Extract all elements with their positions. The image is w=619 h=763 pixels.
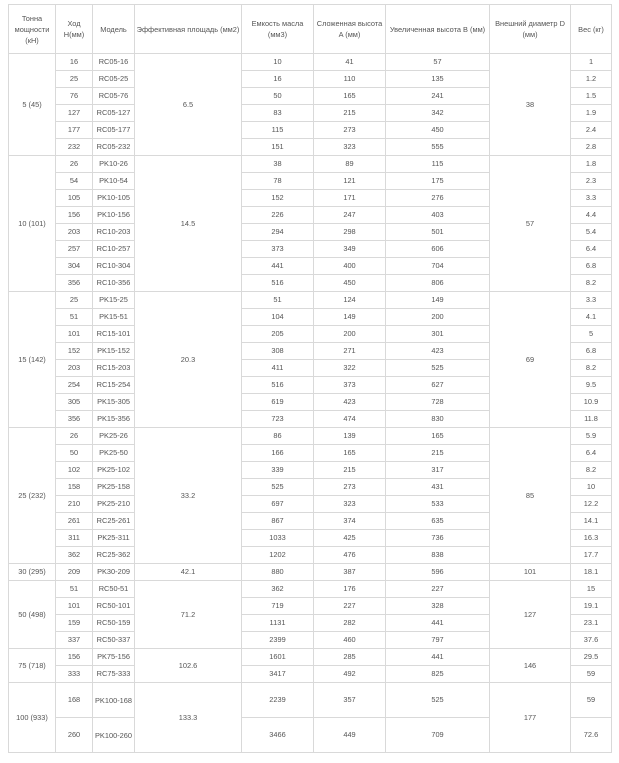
cell-closed-height: 449 xyxy=(314,718,386,753)
cell-area: 42.1 xyxy=(135,564,242,581)
header-closed-height: Сложенная высота A (мм) xyxy=(314,5,386,54)
cell-weight: 2.8 xyxy=(571,139,612,156)
cell-stroke: 25 xyxy=(56,71,93,88)
cell-stroke: 177 xyxy=(56,122,93,139)
cell-stroke: 51 xyxy=(56,309,93,326)
cell-oil: 723 xyxy=(242,411,314,428)
cell-stroke: 333 xyxy=(56,666,93,683)
cell-extended-height: 441 xyxy=(386,649,490,666)
cell-weight: 2.4 xyxy=(571,122,612,139)
cell-extended-height: 149 xyxy=(386,292,490,309)
cell-weight: 59 xyxy=(571,666,612,683)
cell-stroke: 232 xyxy=(56,139,93,156)
cell-extended-height: 423 xyxy=(386,343,490,360)
cell-area: 71.2 xyxy=(135,581,242,649)
cell-weight: 6.4 xyxy=(571,445,612,462)
cell-model: RC10-304 xyxy=(93,258,135,275)
cell-model: PK15-356 xyxy=(93,411,135,428)
cell-closed-height: 149 xyxy=(314,309,386,326)
cell-stroke: 26 xyxy=(56,428,93,445)
cell-oil: 867 xyxy=(242,513,314,530)
cell-model: PK25-158 xyxy=(93,479,135,496)
cell-oil: 1033 xyxy=(242,530,314,547)
cell-oil: 166 xyxy=(242,445,314,462)
cell-model: RC15-254 xyxy=(93,377,135,394)
cell-closed-height: 374 xyxy=(314,513,386,530)
cell-extended-height: 825 xyxy=(386,666,490,683)
cell-model: RC10-257 xyxy=(93,241,135,258)
cell-stroke: 257 xyxy=(56,241,93,258)
cell-extended-height: 227 xyxy=(386,581,490,598)
cell-stroke: 156 xyxy=(56,207,93,224)
cell-closed-height: 165 xyxy=(314,88,386,105)
cell-weight: 8.2 xyxy=(571,360,612,377)
cell-diameter: 177 xyxy=(490,683,571,753)
cell-stroke: 209 xyxy=(56,564,93,581)
cell-weight: 6.8 xyxy=(571,343,612,360)
cell-oil: 38 xyxy=(242,156,314,173)
cell-extended-height: 450 xyxy=(386,122,490,139)
cell-model: RC50-51 xyxy=(93,581,135,598)
cell-model: RC25-261 xyxy=(93,513,135,530)
cell-extended-height: 736 xyxy=(386,530,490,547)
specs-table-wrapper xyxy=(8,4,611,753)
cell-model: RC50-337 xyxy=(93,632,135,649)
cell-tonnage: 25 (232) xyxy=(9,428,56,564)
cell-model: PK15-51 xyxy=(93,309,135,326)
cell-model: PK100-260 xyxy=(93,718,135,753)
specs-table xyxy=(8,4,612,753)
cell-extended-height: 328 xyxy=(386,598,490,615)
cell-oil: 441 xyxy=(242,258,314,275)
cell-closed-height: 271 xyxy=(314,343,386,360)
cell-oil: 373 xyxy=(242,241,314,258)
cell-closed-height: 215 xyxy=(314,105,386,122)
cell-closed-height: 323 xyxy=(314,496,386,513)
cell-extended-height: 403 xyxy=(386,207,490,224)
cell-extended-height: 704 xyxy=(386,258,490,275)
cell-oil: 3417 xyxy=(242,666,314,683)
cell-stroke: 105 xyxy=(56,190,93,207)
cell-oil: 516 xyxy=(242,275,314,292)
cell-model: RC50-159 xyxy=(93,615,135,632)
cell-extended-height: 57 xyxy=(386,54,490,71)
cell-oil: 2399 xyxy=(242,632,314,649)
cell-oil: 525 xyxy=(242,479,314,496)
cell-stroke: 203 xyxy=(56,224,93,241)
cell-model: PK25-102 xyxy=(93,462,135,479)
cell-closed-height: 124 xyxy=(314,292,386,309)
cell-extended-height: 276 xyxy=(386,190,490,207)
cell-area: 133.3 xyxy=(135,683,242,753)
cell-weight: 23.1 xyxy=(571,615,612,632)
cell-closed-height: 273 xyxy=(314,479,386,496)
cell-model: PK75-156 xyxy=(93,649,135,666)
table-row xyxy=(9,292,612,309)
cell-closed-height: 323 xyxy=(314,139,386,156)
cell-weight: 3.3 xyxy=(571,292,612,309)
cell-extended-height: 838 xyxy=(386,547,490,564)
cell-closed-height: 273 xyxy=(314,122,386,139)
cell-weight: 14.1 xyxy=(571,513,612,530)
cell-oil: 50 xyxy=(242,88,314,105)
cell-oil: 362 xyxy=(242,581,314,598)
header-area: Эффективная площадь (мм2) xyxy=(135,5,242,54)
cell-extended-height: 431 xyxy=(386,479,490,496)
cell-weight: 37.6 xyxy=(571,632,612,649)
cell-diameter: 146 xyxy=(490,649,571,683)
cell-oil: 1202 xyxy=(242,547,314,564)
cell-closed-height: 165 xyxy=(314,445,386,462)
cell-stroke: 362 xyxy=(56,547,93,564)
cell-stroke: 54 xyxy=(56,173,93,190)
cell-oil: 86 xyxy=(242,428,314,445)
cell-closed-height: 450 xyxy=(314,275,386,292)
cell-weight: 15 xyxy=(571,581,612,598)
cell-tonnage: 10 (101) xyxy=(9,156,56,292)
cell-stroke: 51 xyxy=(56,581,93,598)
cell-model: PK10-156 xyxy=(93,207,135,224)
cell-oil: 16 xyxy=(242,71,314,88)
cell-weight: 4.1 xyxy=(571,309,612,326)
cell-stroke: 356 xyxy=(56,411,93,428)
cell-tonnage: 5 (45) xyxy=(9,54,56,156)
cell-model: PK15-25 xyxy=(93,292,135,309)
table-row xyxy=(9,428,612,445)
cell-model: RC05-76 xyxy=(93,88,135,105)
cell-oil: 619 xyxy=(242,394,314,411)
table-row xyxy=(9,581,612,598)
cell-stroke: 156 xyxy=(56,649,93,666)
cell-model: PK10-26 xyxy=(93,156,135,173)
cell-diameter: 57 xyxy=(490,156,571,292)
cell-oil: 226 xyxy=(242,207,314,224)
cell-weight: 12.2 xyxy=(571,496,612,513)
cell-model: RC05-25 xyxy=(93,71,135,88)
cell-extended-height: 709 xyxy=(386,718,490,753)
cell-closed-height: 357 xyxy=(314,683,386,718)
cell-model: PK15-152 xyxy=(93,343,135,360)
cell-extended-height: 797 xyxy=(386,632,490,649)
cell-oil: 104 xyxy=(242,309,314,326)
cell-area: 102.6 xyxy=(135,649,242,683)
cell-weight: 59 xyxy=(571,683,612,718)
cell-oil: 516 xyxy=(242,377,314,394)
cell-oil: 83 xyxy=(242,105,314,122)
cell-closed-height: 349 xyxy=(314,241,386,258)
cell-oil: 151 xyxy=(242,139,314,156)
cell-model: PK10-105 xyxy=(93,190,135,207)
cell-extended-height: 555 xyxy=(386,139,490,156)
cell-weight: 72.6 xyxy=(571,718,612,753)
cell-closed-height: 110 xyxy=(314,71,386,88)
cell-stroke: 203 xyxy=(56,360,93,377)
cell-weight: 10.9 xyxy=(571,394,612,411)
cell-model: RC25-362 xyxy=(93,547,135,564)
cell-model: PK15-305 xyxy=(93,394,135,411)
cell-oil: 294 xyxy=(242,224,314,241)
cell-stroke: 210 xyxy=(56,496,93,513)
cell-oil: 308 xyxy=(242,343,314,360)
cell-extended-height: 533 xyxy=(386,496,490,513)
cell-closed-height: 425 xyxy=(314,530,386,547)
cell-stroke: 311 xyxy=(56,530,93,547)
cell-weight: 9.5 xyxy=(571,377,612,394)
cell-oil: 1131 xyxy=(242,615,314,632)
cell-weight: 1 xyxy=(571,54,612,71)
cell-area: 14.5 xyxy=(135,156,242,292)
cell-model: PK10-54 xyxy=(93,173,135,190)
table-row xyxy=(9,156,612,173)
cell-oil: 10 xyxy=(242,54,314,71)
cell-extended-height: 115 xyxy=(386,156,490,173)
cell-closed-height: 492 xyxy=(314,666,386,683)
cell-closed-height: 423 xyxy=(314,394,386,411)
cell-extended-height: 317 xyxy=(386,462,490,479)
cell-closed-height: 474 xyxy=(314,411,386,428)
cell-stroke: 25 xyxy=(56,292,93,309)
cell-oil: 339 xyxy=(242,462,314,479)
cell-oil: 115 xyxy=(242,122,314,139)
cell-extended-height: 241 xyxy=(386,88,490,105)
cell-closed-height: 247 xyxy=(314,207,386,224)
cell-model: PK30-209 xyxy=(93,564,135,581)
cell-oil: 697 xyxy=(242,496,314,513)
cell-area: 6.5 xyxy=(135,54,242,156)
cell-model: RC10-203 xyxy=(93,224,135,241)
cell-extended-height: 501 xyxy=(386,224,490,241)
cell-extended-height: 525 xyxy=(386,360,490,377)
cell-closed-height: 41 xyxy=(314,54,386,71)
cell-oil: 51 xyxy=(242,292,314,309)
cell-weight: 17.7 xyxy=(571,547,612,564)
cell-weight: 6.4 xyxy=(571,241,612,258)
cell-extended-height: 175 xyxy=(386,173,490,190)
cell-extended-height: 342 xyxy=(386,105,490,122)
cell-stroke: 101 xyxy=(56,598,93,615)
cell-tonnage: 75 (718) xyxy=(9,649,56,683)
header-stroke: Ход H(мм) xyxy=(56,5,93,54)
cell-closed-height: 200 xyxy=(314,326,386,343)
cell-extended-height: 728 xyxy=(386,394,490,411)
cell-extended-height: 830 xyxy=(386,411,490,428)
cell-weight: 19.1 xyxy=(571,598,612,615)
cell-closed-height: 282 xyxy=(314,615,386,632)
cell-extended-height: 301 xyxy=(386,326,490,343)
cell-stroke: 152 xyxy=(56,343,93,360)
cell-weight: 8.2 xyxy=(571,462,612,479)
cell-oil: 1601 xyxy=(242,649,314,666)
cell-weight: 10 xyxy=(571,479,612,496)
cell-weight: 1.9 xyxy=(571,105,612,122)
cell-stroke: 356 xyxy=(56,275,93,292)
cell-tonnage: 100 (933) xyxy=(9,683,56,753)
cell-stroke: 101 xyxy=(56,326,93,343)
cell-weight: 11.8 xyxy=(571,411,612,428)
cell-diameter: 127 xyxy=(490,581,571,649)
cell-model: RC15-203 xyxy=(93,360,135,377)
cell-closed-height: 89 xyxy=(314,156,386,173)
header-tonnage: Тонна мощности (кН) xyxy=(9,5,56,54)
cell-extended-height: 635 xyxy=(386,513,490,530)
cell-oil: 719 xyxy=(242,598,314,615)
header-diameter: Внешний диаметр D (мм) xyxy=(490,5,571,54)
cell-weight: 1.8 xyxy=(571,156,612,173)
cell-stroke: 127 xyxy=(56,105,93,122)
table-row xyxy=(9,54,612,71)
cell-model: RC15-101 xyxy=(93,326,135,343)
table-row xyxy=(9,683,612,718)
cell-closed-height: 387 xyxy=(314,564,386,581)
cell-model: RC05-177 xyxy=(93,122,135,139)
cell-extended-height: 200 xyxy=(386,309,490,326)
cell-closed-height: 176 xyxy=(314,581,386,598)
cell-stroke: 260 xyxy=(56,718,93,753)
cell-model: PK25-210 xyxy=(93,496,135,513)
cell-diameter: 85 xyxy=(490,428,571,564)
cell-extended-height: 441 xyxy=(386,615,490,632)
cell-closed-height: 139 xyxy=(314,428,386,445)
cell-model: RC50-101 xyxy=(93,598,135,615)
cell-extended-height: 165 xyxy=(386,428,490,445)
cell-closed-height: 227 xyxy=(314,598,386,615)
cell-oil: 3466 xyxy=(242,718,314,753)
cell-weight: 18.1 xyxy=(571,564,612,581)
cell-tonnage: 30 (295) xyxy=(9,564,56,581)
cell-model: RC10-356 xyxy=(93,275,135,292)
cell-stroke: 304 xyxy=(56,258,93,275)
cell-closed-height: 476 xyxy=(314,547,386,564)
cell-weight: 1.2 xyxy=(571,71,612,88)
cell-weight: 2.3 xyxy=(571,173,612,190)
cell-weight: 1.5 xyxy=(571,88,612,105)
cell-closed-height: 298 xyxy=(314,224,386,241)
cell-extended-height: 596 xyxy=(386,564,490,581)
cell-extended-height: 215 xyxy=(386,445,490,462)
cell-weight: 5.4 xyxy=(571,224,612,241)
cell-model: RC75-333 xyxy=(93,666,135,683)
cell-closed-height: 171 xyxy=(314,190,386,207)
cell-extended-height: 806 xyxy=(386,275,490,292)
cell-model: PK100-168 xyxy=(93,683,135,718)
cell-extended-height: 525 xyxy=(386,683,490,718)
cell-diameter: 69 xyxy=(490,292,571,428)
header-row xyxy=(9,5,612,54)
cell-stroke: 337 xyxy=(56,632,93,649)
cell-stroke: 26 xyxy=(56,156,93,173)
cell-oil: 205 xyxy=(242,326,314,343)
cell-closed-height: 121 xyxy=(314,173,386,190)
cell-closed-height: 322 xyxy=(314,360,386,377)
header-weight: Вес (кг) xyxy=(571,5,612,54)
cell-diameter: 38 xyxy=(490,54,571,156)
header-extended-height: Увеличенная высота B (мм) xyxy=(386,5,490,54)
cell-oil: 78 xyxy=(242,173,314,190)
cell-stroke: 50 xyxy=(56,445,93,462)
cell-stroke: 158 xyxy=(56,479,93,496)
cell-oil: 2239 xyxy=(242,683,314,718)
cell-tonnage: 50 (498) xyxy=(9,581,56,649)
cell-weight: 6.8 xyxy=(571,258,612,275)
cell-stroke: 305 xyxy=(56,394,93,411)
cell-model: PK25-50 xyxy=(93,445,135,462)
cell-tonnage: 15 (142) xyxy=(9,292,56,428)
cell-closed-height: 373 xyxy=(314,377,386,394)
cell-stroke: 16 xyxy=(56,54,93,71)
cell-weight: 16.3 xyxy=(571,530,612,547)
table-row xyxy=(9,564,612,581)
cell-model: PK25-26 xyxy=(93,428,135,445)
cell-weight: 29.5 xyxy=(571,649,612,666)
cell-stroke: 159 xyxy=(56,615,93,632)
cell-stroke: 168 xyxy=(56,683,93,718)
cell-model: RC05-127 xyxy=(93,105,135,122)
cell-model: RC05-16 xyxy=(93,54,135,71)
cell-extended-height: 135 xyxy=(386,71,490,88)
cell-stroke: 254 xyxy=(56,377,93,394)
cell-weight: 8.2 xyxy=(571,275,612,292)
cell-closed-height: 460 xyxy=(314,632,386,649)
cell-weight: 5.9 xyxy=(571,428,612,445)
cell-stroke: 261 xyxy=(56,513,93,530)
cell-model: RC05-232 xyxy=(93,139,135,156)
cell-extended-height: 627 xyxy=(386,377,490,394)
cell-oil: 880 xyxy=(242,564,314,581)
cell-closed-height: 285 xyxy=(314,649,386,666)
cell-oil: 152 xyxy=(242,190,314,207)
cell-stroke: 102 xyxy=(56,462,93,479)
cell-extended-height: 606 xyxy=(386,241,490,258)
table-row xyxy=(9,649,612,666)
cell-closed-height: 400 xyxy=(314,258,386,275)
cell-weight: 5 xyxy=(571,326,612,343)
header-oil: Емкость масла (мм3) xyxy=(242,5,314,54)
cell-weight: 4.4 xyxy=(571,207,612,224)
cell-weight: 3.3 xyxy=(571,190,612,207)
cell-oil: 411 xyxy=(242,360,314,377)
header-model: Модель xyxy=(93,5,135,54)
cell-model: PK25-311 xyxy=(93,530,135,547)
cell-area: 20.3 xyxy=(135,292,242,428)
cell-closed-height: 215 xyxy=(314,462,386,479)
cell-stroke: 76 xyxy=(56,88,93,105)
table-body xyxy=(9,54,612,753)
cell-diameter: 101 xyxy=(490,564,571,581)
cell-area: 33.2 xyxy=(135,428,242,564)
